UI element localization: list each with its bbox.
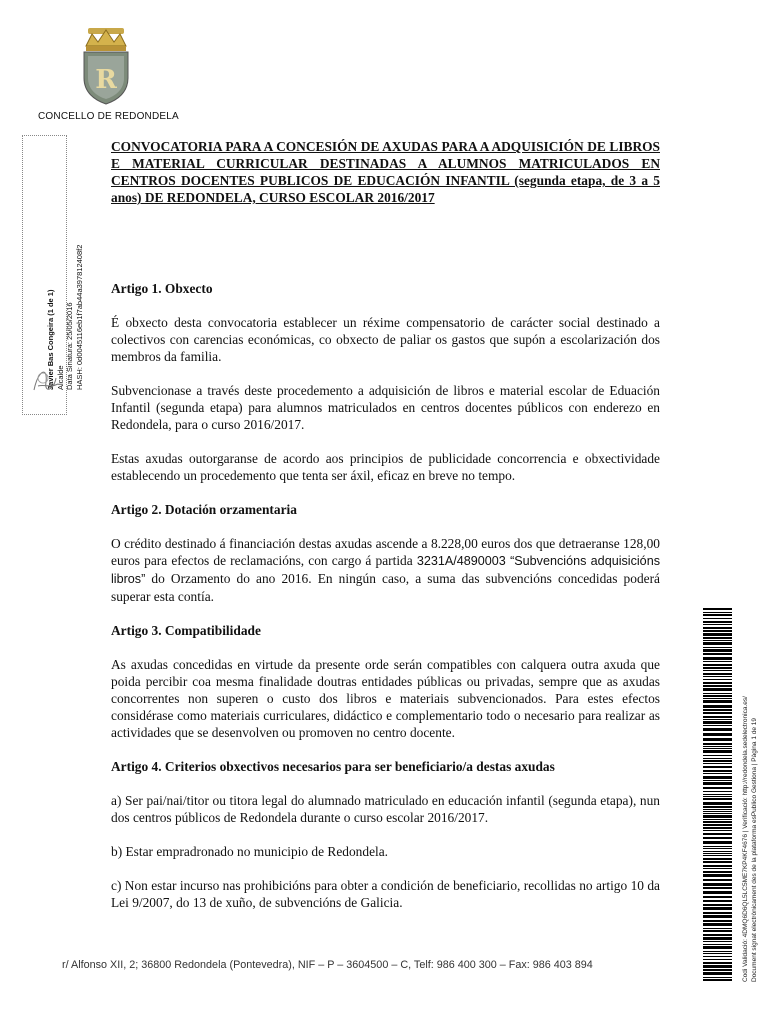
article-4-item-c: c) Non estar incurso nas prohibicións para obter a condición de beneficiario, recollidas no artigo 10 da Lei 9/2007, do 13 de xuño, de subvencións de Galicia. xyxy=(111,878,660,910)
article-2-heading: Artigo 2. Dotación orzamentaria xyxy=(111,502,297,517)
barcode-bar xyxy=(703,824,732,826)
barcode-bar xyxy=(703,979,732,981)
barcode-bar xyxy=(703,813,732,814)
barcode-bar xyxy=(703,608,732,610)
article-1-paragraph-1: É obxecto desta convocatoria establecer un réxime compensatorio de carácter social destinado a colectivos con carencias económicas, co obxecto de paliar os gastos que supón a escolarización dos membros da familia. xyxy=(111,315,660,364)
barcode-bar xyxy=(703,944,732,945)
barcode-bar xyxy=(703,833,732,835)
barcode-bar xyxy=(703,721,732,724)
barcode-bar xyxy=(703,630,732,632)
barcode-bar xyxy=(703,637,732,639)
barcode-bar xyxy=(703,821,732,823)
barcode-bar xyxy=(703,819,732,820)
barcode-bar xyxy=(703,900,732,902)
barcode-bar xyxy=(703,853,732,854)
barcode-bar xyxy=(703,794,732,795)
barcode-bar xyxy=(703,719,732,720)
barcode-bar xyxy=(703,612,732,613)
crest-letter: R xyxy=(95,65,117,95)
barcode-bar xyxy=(703,956,732,957)
article-4-item-b: b) Estar empradronado no municipio de Redondela. xyxy=(111,844,389,859)
barcode-bar xyxy=(703,923,732,926)
barcode-bar xyxy=(703,871,732,873)
article-4-item-a: a) Ser pai/nai/titor ou titora legal do alumnado matriculado en educación infantil (segunda etapa), nun dos centros públicos de Redondela durante o curso escolar 2016/2017. xyxy=(111,793,660,825)
council-crest-logo xyxy=(78,26,134,106)
article-2-text-a: O crédito destinado á financiación destas axudas ascende a 8.228,00 euros dos que detraeranse 128,00 euros para efectos de reclamacións, con cargo á partida xyxy=(111,536,660,568)
barcode-bar xyxy=(703,887,732,889)
article-2-paragraph xyxy=(111,535,660,605)
barcode-bar xyxy=(703,698,732,699)
barcode-bar xyxy=(703,653,732,655)
barcode-bar xyxy=(703,618,732,619)
barcode-bar xyxy=(703,791,732,792)
barcode-bar xyxy=(703,705,732,708)
verification-barcode xyxy=(703,608,732,982)
barcode-bar xyxy=(703,763,732,764)
footer-address: r/ Alfonso XII, 2; 36800 Redondela (Pontevedra), NIF – P – 3604500 – C, Telf: 986 400 300 – Fax: 986 403 894 xyxy=(62,959,593,971)
barcode-bar xyxy=(703,782,732,785)
barcode-bar xyxy=(703,693,732,694)
barcode-bar xyxy=(703,827,732,829)
barcode-bar xyxy=(703,746,732,747)
barcode-bar xyxy=(703,841,732,844)
barcode-bar xyxy=(703,879,732,881)
barcode-bar xyxy=(703,865,732,867)
barcode-bar xyxy=(703,883,732,886)
barcode-bar xyxy=(703,647,732,648)
barcode-bar xyxy=(703,962,732,964)
barcode-bar xyxy=(703,874,732,877)
article-1-paragraph-2: Subvencionase a través deste procedemento a adquisición de libros e material escolar de Eduación Infantil (segunda etapa) para alumnos matriculados en centros docentes públicos con enderezo en Redondela, para o curso 2016/2017. xyxy=(111,383,660,432)
signature-date: Data Sinatura: 25/05/2016 xyxy=(65,302,74,390)
barcode-bar xyxy=(703,946,732,949)
barcode-bar xyxy=(703,776,732,779)
barcode-bar xyxy=(703,758,732,759)
barcode-bar xyxy=(703,676,732,677)
article-3-heading: Artigo 3. Compatibilidade xyxy=(111,623,261,638)
barcode-bar xyxy=(703,773,732,774)
barcode-bar xyxy=(703,928,732,929)
barcode-bar xyxy=(703,896,732,898)
barcode-bar xyxy=(703,627,732,629)
verification-text xyxy=(742,696,759,982)
signature-hash: HASH: 0d0045116eb1f7ab44a397812408f2 xyxy=(74,244,84,390)
barcode-bar xyxy=(703,977,732,978)
barcode-bar xyxy=(703,969,732,971)
barcode-bar xyxy=(703,766,732,768)
barcode-bar xyxy=(703,614,732,616)
barcode-bar xyxy=(703,953,732,954)
article-2-text-c: do Orzamento do ano 2016. En ningún caso, a suma das subvencións concedidas poderá superar esta contía. xyxy=(111,571,660,604)
barcode-bar xyxy=(703,640,732,641)
article-1-paragraph-3: Estas axudas outorgaranse de acordo aos principios de publicidade concorrencia e obxectividade establecendo un procedemento que tenta ser áxil, eficaz en breve no tempo. xyxy=(111,451,660,483)
barcode-bar xyxy=(703,868,732,869)
article-3-paragraph: As axudas concedidas en virtude da presente orde serán compatibles con calquera outra axuda que poida percibir coa mesma finalidade doutras entidades públicas ou privadas, sempre que as axudas concorrentes non superen o custo dos libros e materiais subvencionados. Para estes efectos considérase como materiais curriculares, didáctico e complementario todo o necesario para realizar as actividades que se desenvolven ou promoven no centro docente. xyxy=(111,657,660,740)
barcode-bar xyxy=(703,912,732,914)
barcode-bar xyxy=(703,796,732,797)
barcode-bar xyxy=(703,728,732,731)
barcode-bar xyxy=(703,624,732,625)
article-4-heading: Artigo 4. Criterios obxectivos necesarios para ser beneficiario/a destas axudas xyxy=(111,759,555,774)
barcode-bar xyxy=(703,712,732,714)
barcode-bar xyxy=(703,930,732,932)
article-1-heading: Artigo 1. Obxecto xyxy=(111,281,213,296)
document-title: CONVOCATORIA PARA A CONCESIÓN DE AXUDAS PARA A ADQUISICIÓN DE LIBROS E MATERIAL CURRICULAR DESTINADAS A ALUMNOS MATRICULADOS EN CENTROS DOCENTES PUBLICOS DE EDUCACIÓN INFANTIL (segunda etapa, de 3 a 5 anos) DE REDONDELA, CURSO ESCOLAR 2016/2017 xyxy=(111,139,660,205)
signer-role: Alcalde xyxy=(55,365,65,390)
barcode-bar xyxy=(703,904,732,906)
barcode-bar xyxy=(703,661,732,662)
council-name: CONCELLO DE REDONDELA xyxy=(38,111,179,122)
barcode-bar xyxy=(703,861,732,863)
barcode-bar xyxy=(703,891,732,894)
barcode-bar xyxy=(703,670,732,671)
barcode-bar xyxy=(703,750,732,753)
barcode-bar xyxy=(703,855,732,856)
barcode-bar xyxy=(703,733,732,736)
barcode-bar xyxy=(703,798,732,800)
barcode-bar xyxy=(703,934,732,936)
barcode-bar xyxy=(703,811,732,812)
barcode-bar xyxy=(703,760,732,762)
barcode-bar xyxy=(703,621,732,623)
barcode-bar xyxy=(703,685,732,687)
barcode-bar xyxy=(703,837,732,839)
barcode-bar xyxy=(703,664,732,666)
barcode-bar xyxy=(703,633,732,636)
barcode-bar xyxy=(703,787,732,789)
barcode-bar xyxy=(703,830,732,831)
barcode-bar xyxy=(703,716,732,718)
barcode-bar xyxy=(703,951,732,952)
document-body xyxy=(111,280,660,928)
barcode-bar xyxy=(703,673,732,675)
verification-code: Codi Validació: 4DMQ6D6QL5LC5ME7KP4KF4676 | Verificació: http://redondela.sedelectronica.es/ xyxy=(742,696,749,982)
barcode-bar xyxy=(703,915,732,918)
barcode-bar xyxy=(703,848,732,849)
barcode-bar xyxy=(703,941,732,942)
signer-name: Javier Bas Congeira (1 de 1) xyxy=(46,289,55,390)
barcode-bar xyxy=(703,700,732,703)
verification-platform: Document signat electrònicament des de la plataforma esPublico Gestiona | Pàgina 1 de 19 xyxy=(750,717,758,982)
barcode-bar xyxy=(703,667,732,669)
barcode-bar xyxy=(703,695,732,697)
barcode-bar xyxy=(703,806,732,808)
barcode-bar xyxy=(703,815,732,818)
handwritten-signature xyxy=(28,360,62,400)
barcode-bar xyxy=(703,755,732,756)
barcode-bar xyxy=(703,743,732,745)
barcode-bar xyxy=(703,649,732,652)
barcode-bar xyxy=(703,920,732,922)
barcode-bar xyxy=(703,657,732,660)
barcode-bar xyxy=(703,709,732,711)
barcode-bar xyxy=(703,682,732,684)
barcode-bar xyxy=(703,972,732,975)
barcode-bar xyxy=(703,642,732,645)
barcode-bar xyxy=(703,725,732,726)
barcode-bar xyxy=(703,959,732,960)
barcode-bar xyxy=(703,688,732,691)
barcode-bar xyxy=(703,802,732,805)
barcode-bar xyxy=(703,937,732,940)
barcode-bar xyxy=(703,846,732,847)
barcode-bar xyxy=(703,965,732,968)
barcode-bar xyxy=(703,738,732,741)
barcode-bar xyxy=(703,770,732,772)
barcode-bar xyxy=(703,780,732,781)
barcode-bar xyxy=(703,907,732,910)
budget-line-reference: 3231A/4890003 “Subvencións adquisicións libros” xyxy=(111,554,660,586)
barcode-bar xyxy=(703,851,732,852)
barcode-bar xyxy=(703,679,732,680)
barcode-bar xyxy=(703,809,732,810)
barcode-bar xyxy=(703,748,732,749)
barcode-bar xyxy=(703,858,732,860)
